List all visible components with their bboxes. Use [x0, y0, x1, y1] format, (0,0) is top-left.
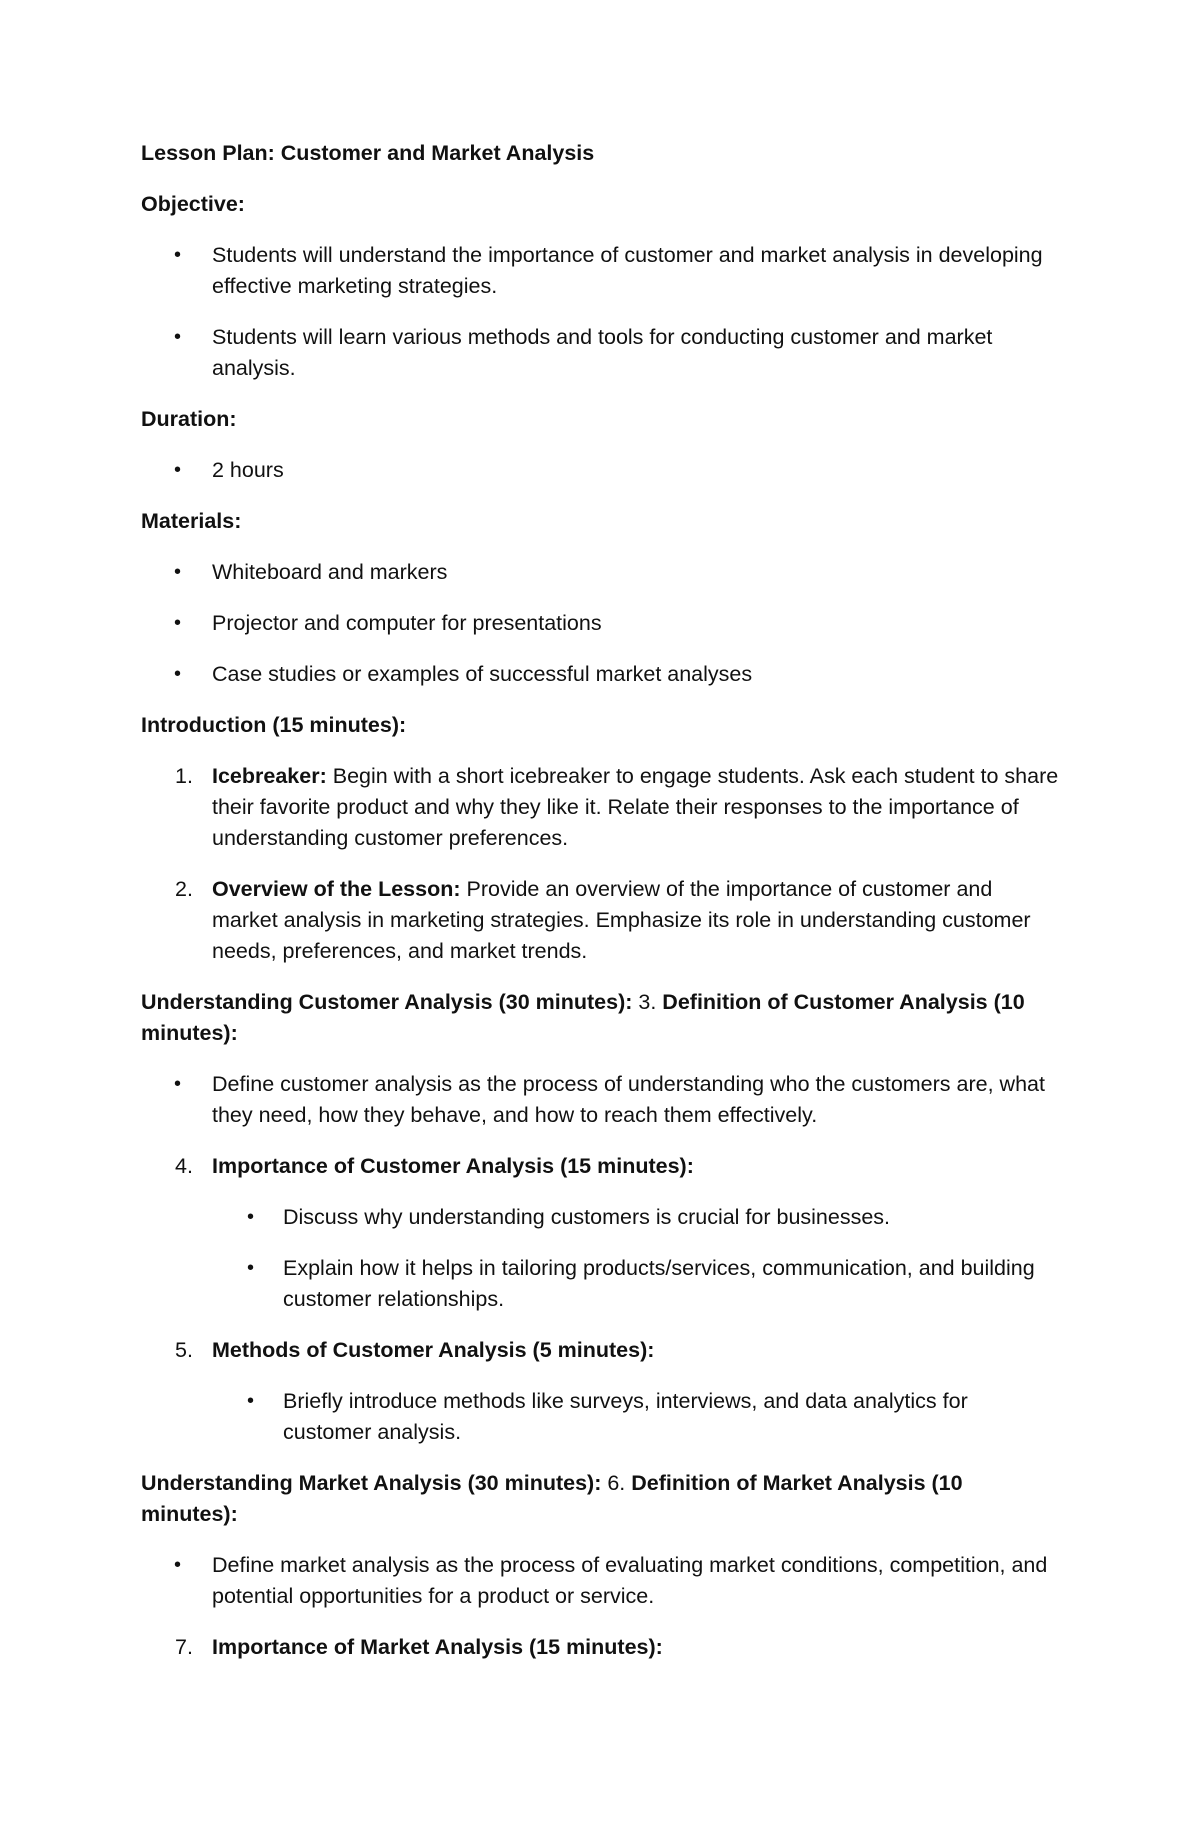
bullet-icon: • — [174, 1073, 182, 1095]
introduction-list — [141, 761, 1061, 967]
customer-analysis-heading: Understanding Customer Analysis (30 minutes): 3. Definition of Customer Analysis (10 minutes): — [141, 990, 1025, 1045]
market-analysis-steps — [141, 1632, 1061, 1663]
objective-heading: Objective: — [141, 192, 245, 216]
list-item: • Define customer analysis as the process of understanding who the customers are, what they need, how they behave, and how to reach them effectively. — [141, 1069, 1061, 1131]
objective-list — [141, 240, 1061, 384]
list-item: 2. Overview of the Lesson: Provide an overview of the importance of customer and market analysis in marketing strategies. Emphasize its role in understanding customer needs, preferences, and market trends. — [175, 877, 1031, 963]
materials-heading: Materials: — [141, 509, 242, 533]
duration-list — [141, 455, 1061, 486]
bullet-icon: • — [174, 663, 182, 685]
customer-methods-step — [141, 1335, 1061, 1366]
document-page — [141, 138, 1061, 1683]
list-item: • Whiteboard and markers — [141, 557, 1061, 588]
list-item: 7. Importance of Market Analysis (15 minutes): — [175, 1635, 663, 1659]
bullet-icon: • — [247, 1257, 255, 1279]
list-item: 4. Importance of Customer Analysis (15 minutes): — [175, 1154, 694, 1178]
bullet-icon: • — [174, 244, 182, 266]
list-item: • Case studies or examples of successful market analyses — [141, 659, 1061, 690]
bullet-icon: • — [174, 612, 182, 634]
bullet-icon: • — [174, 459, 182, 481]
introduction-heading: Introduction (15 minutes): — [141, 713, 407, 737]
customer-importance-list — [141, 1202, 1061, 1315]
bullet-icon: • — [174, 326, 182, 348]
list-item: • Briefly introduce methods like surveys, interviews, and data analytics for customer analysis. — [141, 1386, 1061, 1448]
list-item: • Explain how it helps in tailoring products/services, communication, and building customer relationships. — [141, 1253, 1061, 1315]
customer-analysis-steps — [141, 1151, 1061, 1182]
customer-methods-list — [141, 1386, 1061, 1448]
page-title: Lesson Plan: Customer and Market Analysis — [141, 141, 595, 165]
list-item: • Discuss why understanding customers is crucial for businesses. — [141, 1202, 1061, 1233]
bullet-icon: • — [174, 561, 182, 583]
list-item: • Define market analysis as the process of evaluating market conditions, competition, and potential opportunities for a product or service. — [141, 1550, 1061, 1612]
customer-definition-list — [141, 1069, 1061, 1131]
list-item: • Students will learn various methods and tools for conducting customer and market analysis. — [141, 322, 1061, 384]
list-item: 5. Methods of Customer Analysis (5 minutes): — [175, 1338, 655, 1362]
materials-list — [141, 557, 1061, 690]
bullet-icon: • — [247, 1390, 255, 1412]
list-item: • Projector and computer for presentations — [141, 608, 1061, 639]
market-analysis-heading: Understanding Market Analysis (30 minutes): 6. Definition of Market Analysis (10 minutes): — [141, 1471, 963, 1526]
list-item: • 2 hours — [141, 455, 1061, 486]
list-item: • Students will understand the importance of customer and market analysis in developing effective marketing strategies. — [141, 240, 1061, 302]
duration-heading: Duration: — [141, 407, 237, 431]
bullet-icon: • — [174, 1554, 182, 1576]
list-item: 1. Icebreaker: Begin with a short icebreaker to engage students. Ask each student to share their favorite product and why they like it. Relate their responses to the importance of understanding customer preferences. — [175, 764, 1059, 850]
market-definition-list — [141, 1550, 1061, 1612]
bullet-icon: • — [247, 1206, 255, 1228]
